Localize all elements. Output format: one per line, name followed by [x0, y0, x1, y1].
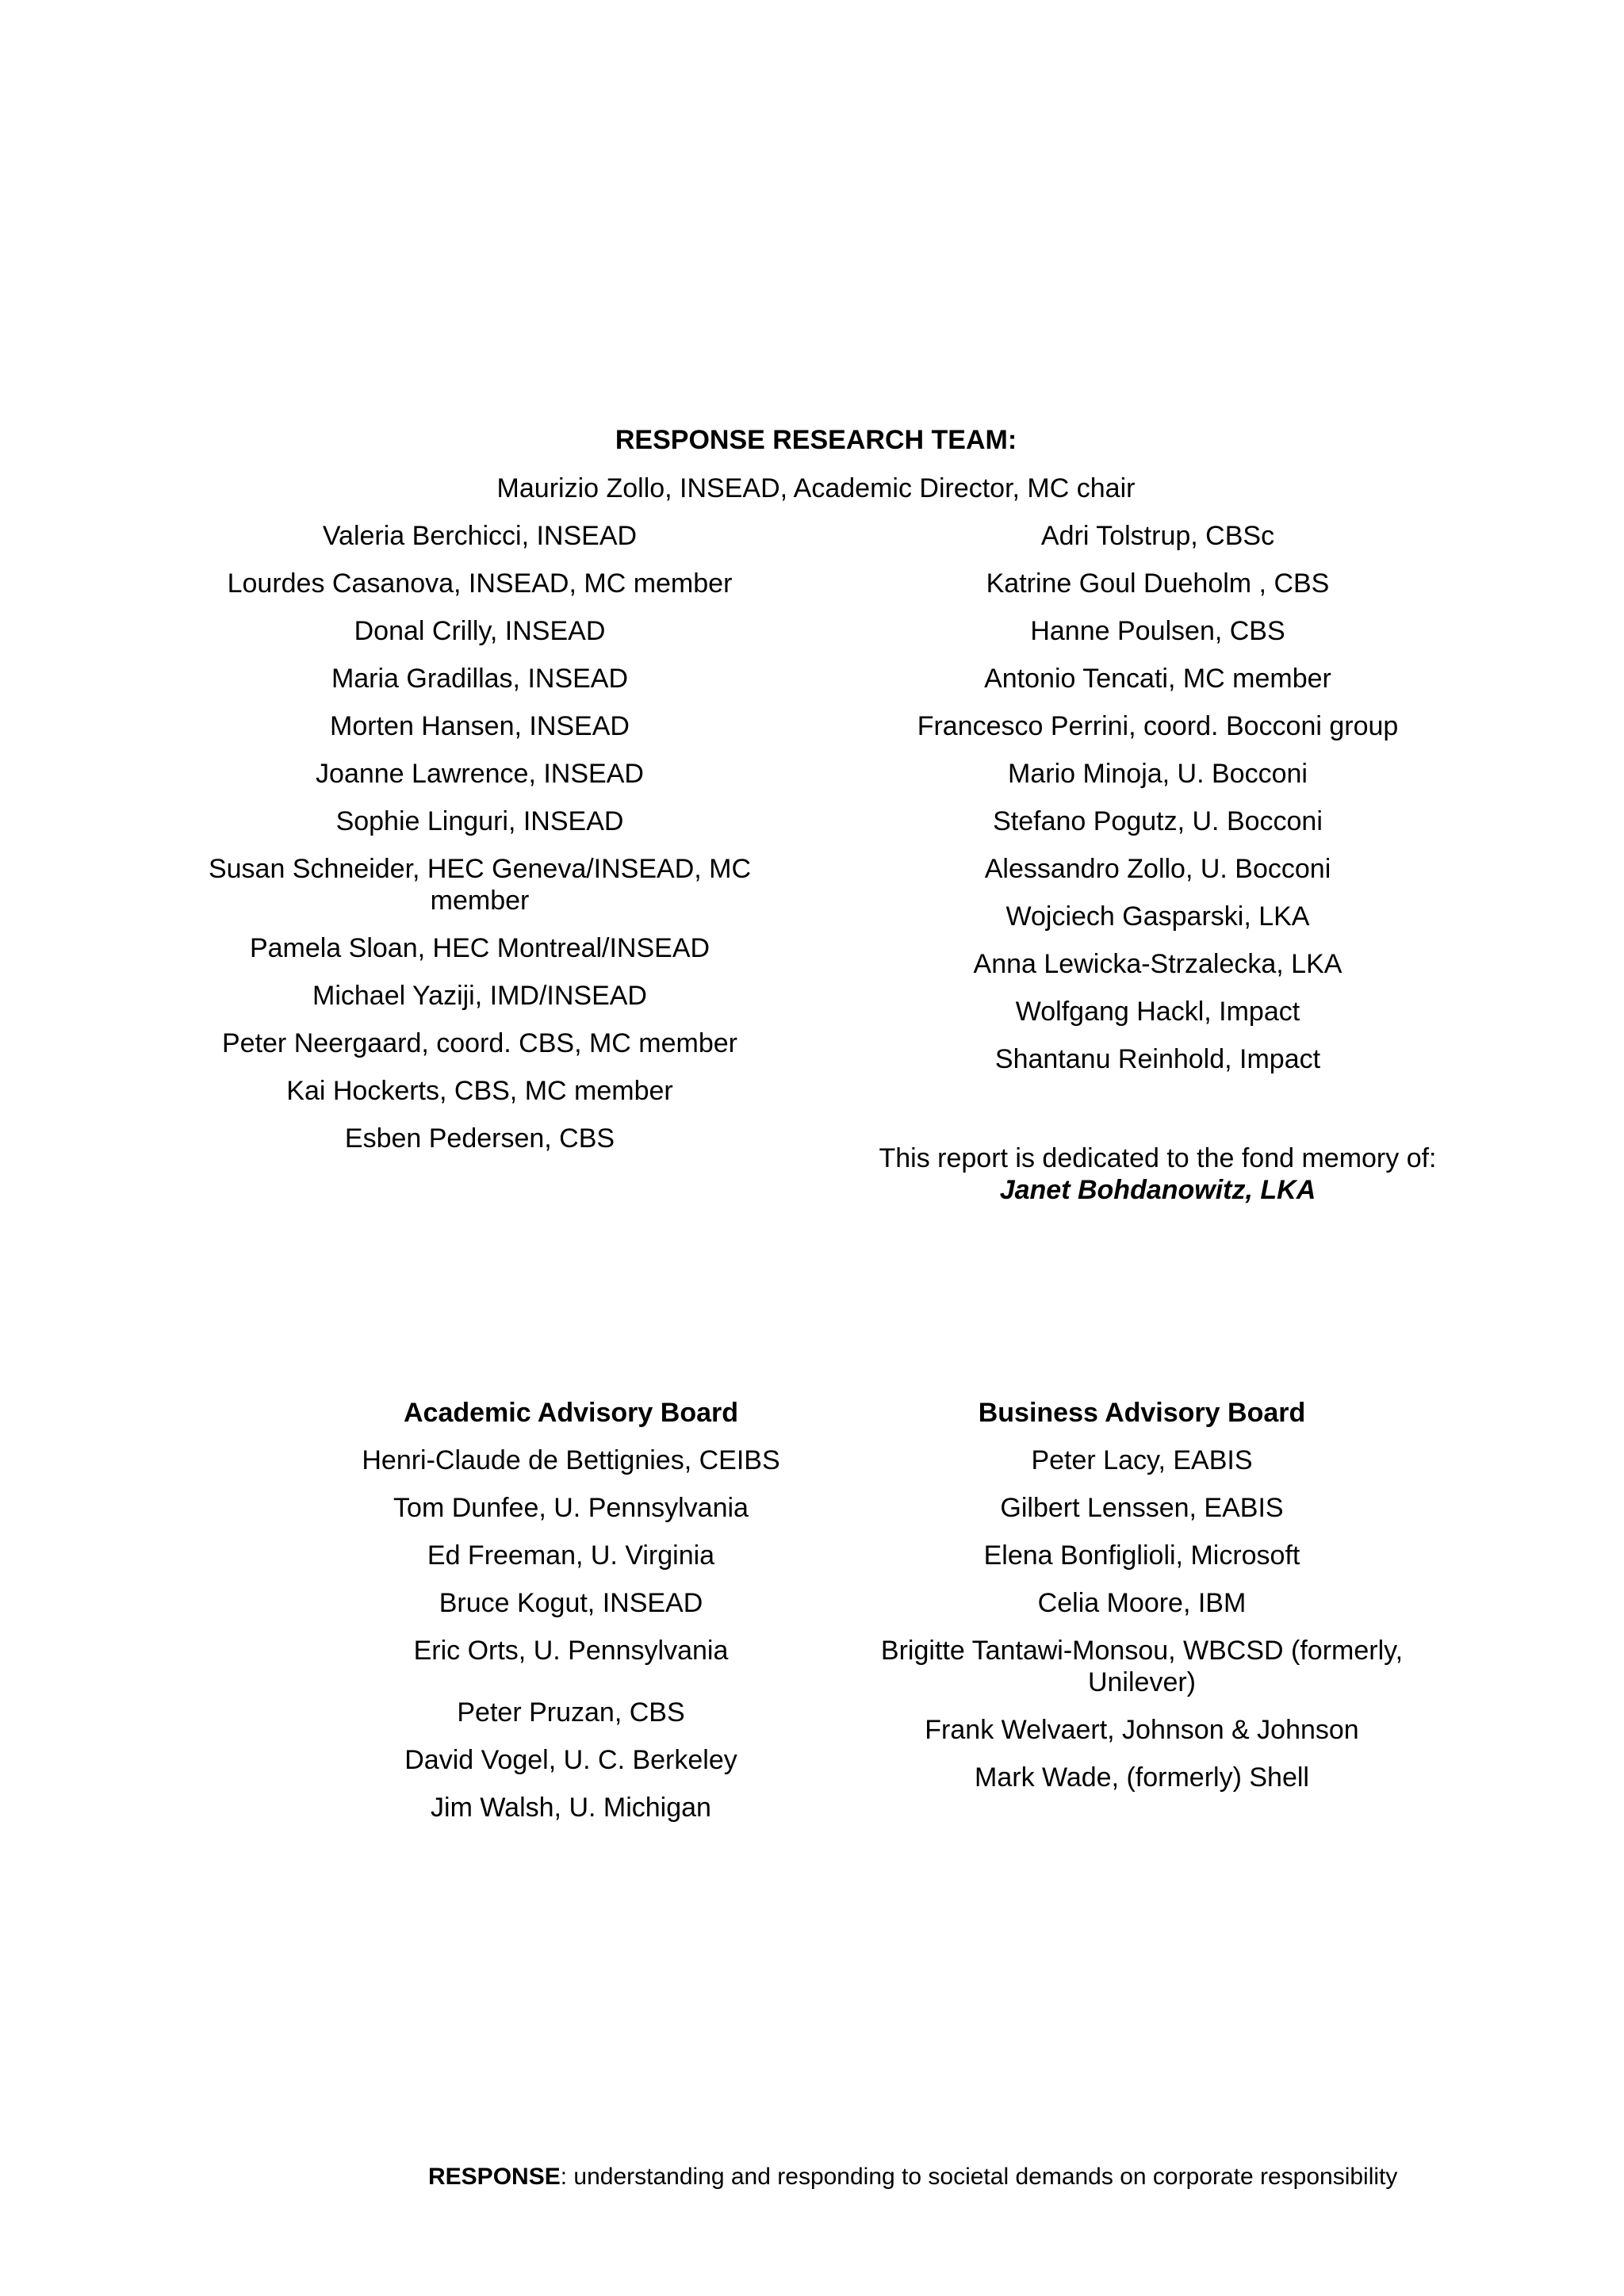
team-member: Valeria Berchicci, INSEAD [322, 521, 638, 551]
team-member: Shantanu Reinhold, Impact [994, 1044, 1321, 1074]
page-footer [428, 2163, 1538, 2191]
board-member: Ed Freeman, U. Virginia [427, 1540, 715, 1571]
academic-advisory-board [333, 1397, 809, 1839]
board-member: Jim Walsh, U. Michigan [431, 1793, 711, 1823]
team-member: Lourdes Casanova, INSEAD, MC member [227, 568, 733, 599]
board-member: Henri-Claude de Bettignies, CEIBS [362, 1445, 780, 1475]
board-member: Peter Pruzan, CBS [457, 1697, 685, 1728]
footer-brand: RESPONSE [428, 2164, 561, 2190]
team-member: Pamela Sloan, HEC Montreal/INSEAD [249, 933, 710, 963]
footer-tagline: : understanding and responding to societal demands on corporate responsibility [560, 2164, 1398, 2190]
team-member: Antonio Tencati, MC member [984, 664, 1331, 694]
research-team-title: RESPONSE RESEARCH TEAM: [615, 425, 1017, 455]
team-member: Francesco Perrini, coord. Bocconi group [917, 711, 1399, 741]
board-member: David Vogel, U. C. Berkeley [404, 1745, 737, 1775]
team-member: Wolfgang Hackl, Impact [1015, 997, 1300, 1027]
business-advisory-board [880, 1397, 1404, 1809]
team-member: Esben Pedersen, CBS [344, 1123, 615, 1154]
dedication-text: This report is dedicated to the fond memory of: [879, 1143, 1437, 1173]
team-member: Sophie Linguri, INSEAD [335, 806, 624, 836]
academic-board-title: Academic Advisory Board [404, 1398, 738, 1428]
team-member: Katrine Goul Dueholm , CBS [986, 568, 1330, 599]
board-member: Gilbert Lenssen, EABIS [1000, 1493, 1284, 1523]
board-member: Elena Bonfiglioli, Microsoft [983, 1540, 1300, 1571]
board-member: Brigitte Tantawi-Monsou, WBCSD (formerly, Unilever) [880, 1636, 1404, 1697]
team-member: Maria Gradillas, INSEAD [331, 664, 629, 694]
team-member: Hanne Poulsen, CBS [1030, 616, 1285, 646]
research-team-left-column [198, 520, 761, 1170]
team-member: Anna Lewicka-Strzalecka, LKA [973, 949, 1342, 979]
dedication-block [856, 1142, 1459, 1206]
board-member: Tom Dunfee, U. Pennsylvania [393, 1493, 749, 1523]
team-member: Stefano Pogutz, U. Bocconi [993, 806, 1323, 836]
team-member: Morten Hansen, INSEAD [330, 711, 630, 741]
team-member: Susan Schneider, HEC Geneva/INSEAD, MC member [208, 854, 752, 916]
board-member: Eric Orts, U. Pennsylvania [413, 1636, 729, 1666]
team-member: Michael Yaziji, IMD/INSEAD [312, 981, 647, 1011]
memorial-name: Janet Bohdanowitz, LKA [999, 1175, 1316, 1205]
board-member: Celia Moore, IBM [1037, 1588, 1247, 1618]
research-team-director: Maurizio Zollo, INSEAD, Academic Director, MC chair [496, 473, 1136, 503]
team-member: Kai Hockerts, CBS, MC member [286, 1076, 673, 1106]
team-member: Peter Neergaard, coord. CBS, MC member [221, 1028, 738, 1058]
team-member: Alessandro Zollo, U. Bocconi [984, 854, 1331, 884]
team-member: Adri Tolstrup, CBSc [1040, 521, 1275, 551]
team-member: Wojciech Gasparski, LKA [1005, 901, 1310, 932]
board-member: Bruce Kogut, INSEAD [439, 1588, 703, 1618]
board-member: Frank Welvaert, Johnson & Johnson [925, 1715, 1359, 1745]
board-member: Peter Lacy, EABIS [1031, 1445, 1253, 1475]
team-member: Mario Minoja, U. Bocconi [1008, 759, 1308, 789]
board-member: Mark Wade, (formerly) Shell [975, 1762, 1309, 1793]
team-member: Donal Crilly, INSEAD [354, 616, 606, 646]
business-board-title: Business Advisory Board [978, 1398, 1306, 1428]
research-team-right-column [872, 520, 1443, 1091]
team-member: Joanne Lawrence, INSEAD [316, 759, 644, 789]
